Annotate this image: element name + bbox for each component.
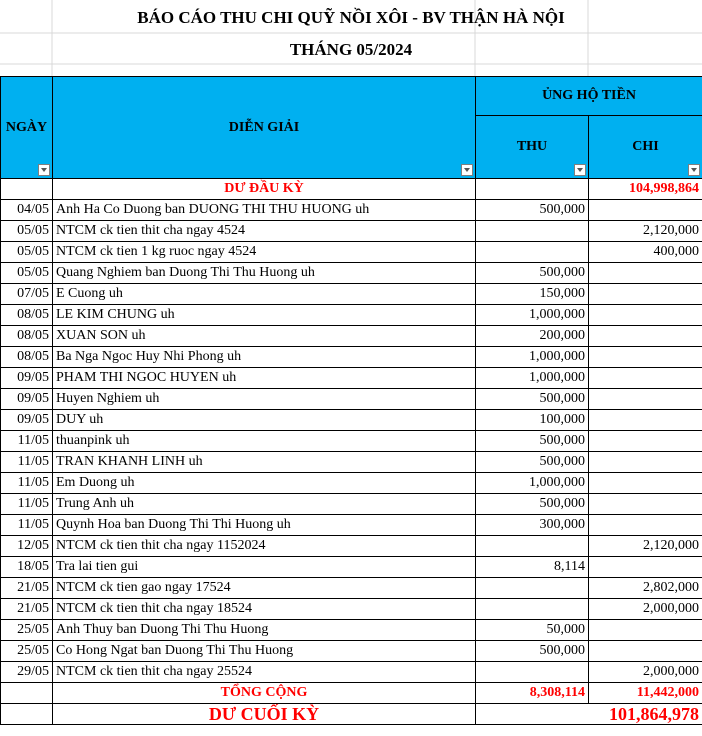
row-expense — [589, 431, 702, 452]
row-description: NTCM ck tien thit cha ngay 4524 — [53, 221, 476, 242]
table-row — [1, 557, 702, 578]
row-description: Quynh Hoa ban Duong Thi Thi Huong uh — [53, 515, 476, 536]
row-description: NTCM ck tien thit cha ngay 18524 — [53, 599, 476, 620]
row-description: DUY uh — [53, 410, 476, 431]
total-row — [1, 683, 702, 704]
row-description: NTCM ck tien 1 kg ruoc ngay 4524 — [53, 242, 476, 263]
row-expense — [589, 347, 702, 368]
row-expense: 2,120,000 — [589, 536, 702, 557]
row-description: NTCM ck tien gao ngay 17524 — [53, 578, 476, 599]
closing-balance-label: DƯ CUỐI KỲ — [53, 704, 476, 725]
row-income — [476, 578, 589, 599]
row-expense — [589, 305, 702, 326]
row-expense: 2,000,000 — [589, 599, 702, 620]
row-income: 50,000 — [476, 620, 589, 641]
row-description: Em Duong uh — [53, 473, 476, 494]
row-description: thuanpink uh — [53, 431, 476, 452]
row-expense: 2,802,000 — [589, 578, 702, 599]
row-income: 1,000,000 — [476, 368, 589, 389]
row-expense — [589, 389, 702, 410]
row-description: Quang Nghiem ban Duong Thi Thu Huong uh — [53, 263, 476, 284]
row-description: XUAN SON uh — [53, 326, 476, 347]
row-expense — [589, 557, 702, 578]
row-date: 05/05 — [1, 221, 53, 242]
row-expense — [589, 326, 702, 347]
row-date: 18/05 — [1, 557, 53, 578]
row-expense — [589, 200, 702, 221]
header-income: THU — [476, 116, 589, 179]
opening-balance-amount: 104,998,864 — [589, 179, 702, 200]
filter-dropdown-icon[interactable] — [38, 164, 50, 176]
row-date: 07/05 — [1, 284, 53, 305]
row-income: 500,000 — [476, 263, 589, 284]
table-row — [1, 410, 702, 431]
row-date: 21/05 — [1, 599, 53, 620]
row-income — [476, 662, 589, 683]
row-income: 200,000 — [476, 326, 589, 347]
total-income: 8,308,114 — [476, 683, 589, 704]
closing-balance-amount: 101,864,978 — [476, 704, 702, 725]
table-row — [1, 515, 702, 536]
table-row — [1, 389, 702, 410]
row-date: 25/05 — [1, 641, 53, 662]
row-expense — [589, 452, 702, 473]
row-expense — [589, 284, 702, 305]
filter-dropdown-icon[interactable] — [688, 164, 700, 176]
row-income: 500,000 — [476, 431, 589, 452]
row-date: 05/05 — [1, 263, 53, 284]
row-description: LE KIM CHUNG uh — [53, 305, 476, 326]
table-row — [1, 305, 702, 326]
row-income: 150,000 — [476, 284, 589, 305]
table-row — [1, 599, 702, 620]
table-row — [1, 620, 702, 641]
table-row — [1, 263, 702, 284]
row-date: 29/05 — [1, 662, 53, 683]
row-expense — [589, 368, 702, 389]
header-donation-group: ỦNG HỘ TIỀN — [476, 77, 702, 116]
row-expense: 2,120,000 — [589, 221, 702, 242]
row-income: 300,000 — [476, 515, 589, 536]
row-description: Huyen Nghiem uh — [53, 389, 476, 410]
row-description: Anh Ha Co Duong ban DUONG THI THU HUONG uh — [53, 200, 476, 221]
row-date: 11/05 — [1, 515, 53, 536]
ledger-table — [0, 76, 702, 725]
row-description: PHAM THI NGOC HUYEN uh — [53, 368, 476, 389]
table-row — [1, 452, 702, 473]
header-date: NGÀY — [1, 77, 53, 179]
row-expense — [589, 263, 702, 284]
table-row — [1, 494, 702, 515]
row-income — [476, 242, 589, 263]
table-row — [1, 578, 702, 599]
row-expense: 2,000,000 — [589, 662, 702, 683]
row-description: NTCM ck tien thit cha ngay 1152024 — [53, 536, 476, 557]
row-date: 04/05 — [1, 200, 53, 221]
row-expense — [589, 410, 702, 431]
row-description: Co Hong Ngat ban Duong Thi Thu Huong — [53, 641, 476, 662]
table-row — [1, 368, 702, 389]
row-expense — [589, 494, 702, 515]
table-row — [1, 221, 702, 242]
row-income: 500,000 — [476, 389, 589, 410]
row-description: Tra lai tien gui — [53, 557, 476, 578]
opening-balance-row — [1, 179, 702, 200]
row-income — [476, 221, 589, 242]
report-title: BÁO CÁO THU CHI QUỸ NỒI XÔI - BV THẬN HÀ NỘI — [137, 8, 565, 27]
row-date: 09/05 — [1, 368, 53, 389]
row-date: 09/05 — [1, 410, 53, 431]
total-expense: 11,442,000 — [589, 683, 702, 704]
table-row — [1, 662, 702, 683]
row-date: 11/05 — [1, 431, 53, 452]
row-description: Anh Thuy ban Duong Thi Thu Huong — [53, 620, 476, 641]
row-income: 500,000 — [476, 200, 589, 221]
table-row — [1, 326, 702, 347]
report-month: THÁNG 05/2024 — [289, 40, 413, 59]
row-description: NTCM ck tien thit cha ngay 25524 — [53, 662, 476, 683]
closing-balance-row — [1, 704, 702, 725]
row-date: 08/05 — [1, 347, 53, 368]
row-description: Trung Anh uh — [53, 494, 476, 515]
row-description: TRAN KHANH LINH uh — [53, 452, 476, 473]
table-row — [1, 200, 702, 221]
row-date: 09/05 — [1, 389, 53, 410]
row-income: 100,000 — [476, 410, 589, 431]
row-income: 500,000 — [476, 494, 589, 515]
table-row — [1, 284, 702, 305]
row-description: Ba Nga Ngoc Huy Nhi Phong uh — [53, 347, 476, 368]
row-date: 08/05 — [1, 305, 53, 326]
total-label: TỔNG CỘNG — [53, 683, 476, 704]
row-date: 21/05 — [1, 578, 53, 599]
row-expense: 400,000 — [589, 242, 702, 263]
row-description: E Cuong uh — [53, 284, 476, 305]
row-date: 11/05 — [1, 452, 53, 473]
table-row — [1, 641, 702, 662]
opening-balance-label: DƯ ĐẦU KỲ — [53, 179, 476, 200]
row-income: 500,000 — [476, 452, 589, 473]
row-income: 8,114 — [476, 557, 589, 578]
table-row — [1, 242, 702, 263]
filter-dropdown-icon[interactable] — [574, 164, 586, 176]
row-expense — [589, 473, 702, 494]
header-expense: CHI — [589, 116, 702, 179]
row-income — [476, 599, 589, 620]
row-expense — [589, 641, 702, 662]
row-income: 1,000,000 — [476, 347, 589, 368]
row-expense — [589, 515, 702, 536]
row-income: 1,000,000 — [476, 305, 589, 326]
table-row — [1, 431, 702, 452]
row-date: 11/05 — [1, 473, 53, 494]
row-date: 08/05 — [1, 326, 53, 347]
row-date: 12/05 — [1, 536, 53, 557]
row-expense — [589, 620, 702, 641]
table-row — [1, 473, 702, 494]
row-date: 11/05 — [1, 494, 53, 515]
row-income: 1,000,000 — [476, 473, 589, 494]
header-description: DIỄN GIẢI — [53, 77, 476, 179]
row-date: 05/05 — [1, 242, 53, 263]
row-income: 500,000 — [476, 641, 589, 662]
filter-dropdown-icon[interactable] — [461, 164, 473, 176]
row-date: 25/05 — [1, 620, 53, 641]
table-row — [1, 536, 702, 557]
row-income — [476, 536, 589, 557]
table-row — [1, 347, 702, 368]
